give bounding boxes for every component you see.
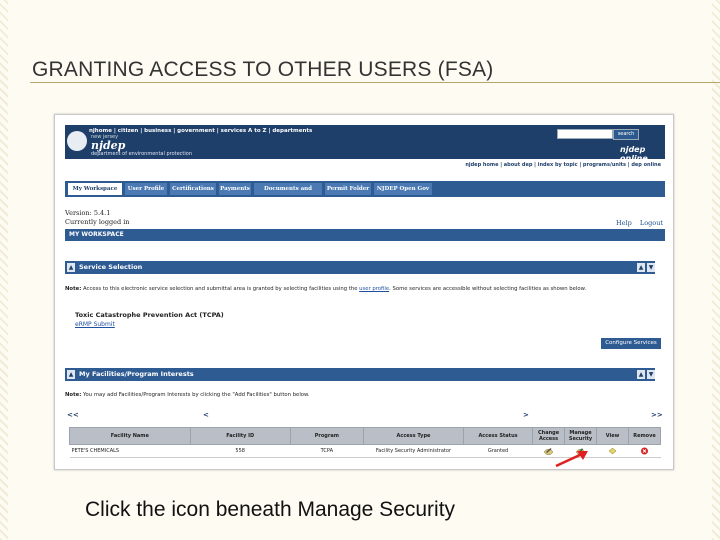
edit-access-icon[interactable]: [544, 447, 553, 455]
service-note: [65, 286, 586, 292]
collapse-icon[interactable]: ▲: [68, 264, 74, 271]
pager-last[interactable]: >>: [651, 411, 663, 419]
move-up-icon[interactable]: ▲: [638, 264, 644, 271]
access-type-cell: Facility Security Administrator: [363, 445, 463, 458]
facility-id-cell: 558: [190, 445, 290, 458]
pager-first[interactable]: <<: [67, 411, 79, 419]
col-change-access: Change Access: [533, 428, 565, 445]
move-up-icon[interactable]: ▲: [638, 371, 644, 378]
view-icon[interactable]: [608, 447, 617, 455]
version-label: Version: 5.4.1: [65, 209, 111, 217]
njonline-logo: njdep: [620, 145, 646, 154]
col-facility-id[interactable]: Facility ID: [190, 428, 290, 445]
service-selection-title: Service Selection: [79, 263, 143, 271]
header-sublinks-bar: [65, 159, 665, 173]
collapse-icon[interactable]: ▲: [68, 371, 74, 378]
pager-next[interactable]: >: [523, 411, 529, 419]
move-down-icon[interactable]: ▼: [648, 264, 654, 271]
col-remove: Remove: [628, 428, 660, 445]
red-arrow-annotation: [554, 446, 594, 470]
workspace-bar: MY WORKSPACE: [65, 229, 665, 241]
tab-documents-forms[interactable]: Documents and Forms: [254, 183, 322, 195]
user-profile-link[interactable]: user profile: [359, 286, 390, 292]
pager-prev[interactable]: <: [203, 411, 209, 419]
logged-in-label: Currently logged in: [65, 218, 130, 226]
program-cell: TCPA: [290, 445, 363, 458]
facilities-note: [65, 392, 310, 398]
slide-caption: Click the icon beneath Manage Security: [85, 498, 456, 521]
col-access-type[interactable]: Access Type: [363, 428, 463, 445]
logout-link[interactable]: Logout: [639, 219, 663, 227]
access-status-cell: Granted: [463, 445, 532, 458]
tab-my-workspace[interactable]: My Workspace: [68, 183, 122, 195]
tab-user-profile[interactable]: User Profile: [125, 183, 167, 195]
tab-open-gov[interactable]: NJDEP Open Gov: [374, 183, 432, 195]
note-label: Note:: [65, 286, 82, 292]
brand-department: department of environmental protection: [91, 151, 193, 157]
col-manage-security: Manage Security: [565, 428, 597, 445]
facilities-bar: [65, 368, 655, 381]
top-nav[interactable]: njhome | citizen | business | government | services A to Z | departments: [89, 128, 313, 134]
col-facility-name[interactable]: Facility Name: [70, 428, 191, 445]
program-title: Toxic Catastrophe Prevention Act (TCPA): [75, 311, 224, 319]
col-program[interactable]: Program: [290, 428, 363, 445]
tab-payments[interactable]: Payments: [219, 183, 251, 195]
col-access-status[interactable]: Access Status: [463, 428, 532, 445]
state-seal-icon: [67, 131, 87, 151]
col-view: View: [597, 428, 629, 445]
table-header-row: [70, 428, 661, 445]
brand-state: new jersey: [91, 134, 119, 140]
tab-permit-folder[interactable]: Permit Folder: [325, 183, 371, 195]
sub-links[interactable]: njdep home | about dep | index by topic | programs/units | dep online: [465, 162, 661, 168]
view-cell: [597, 445, 629, 458]
help-links: [616, 219, 663, 227]
brand-logo[interactable]: njdep: [91, 139, 126, 152]
remove-cell: [628, 445, 660, 458]
tab-certifications[interactable]: Certifications: [170, 183, 216, 195]
slide-title: GRANTING ACCESS TO OTHER USERS (FSA): [32, 58, 494, 81]
remove-icon[interactable]: [640, 447, 649, 455]
move-down-icon[interactable]: ▼: [648, 371, 654, 378]
note-tail: . Some services are accessible without selecting facilities as shown below.: [389, 286, 587, 292]
search-input[interactable]: [557, 129, 613, 139]
session-info: [65, 209, 130, 227]
note-text: You may add Facilities/Program Interests by clicking the "Add Facilities" button below.: [83, 392, 310, 398]
left-stripe: [0, 0, 8, 540]
facilities-title: My Facilities/Program Interests: [79, 370, 194, 378]
facility-name-cell: PETE'S CHEMICALS: [70, 445, 191, 458]
screenshot-frame: [54, 114, 674, 470]
right-stripe: [712, 0, 720, 540]
tab-bar: [65, 181, 665, 204]
title-rule: [30, 82, 720, 83]
service-selection-bar: [65, 261, 655, 274]
note-label: Note:: [65, 392, 82, 398]
help-link[interactable]: Help: [615, 219, 632, 227]
configure-services-button[interactable]: Configure Services: [601, 338, 661, 349]
ermp-submit-link[interactable]: eRMP Submit: [75, 321, 115, 328]
note-text: Access to this electronic service selection and submittal area is granted by selecting facilities using the: [83, 286, 358, 292]
search-button[interactable]: search: [613, 129, 639, 140]
